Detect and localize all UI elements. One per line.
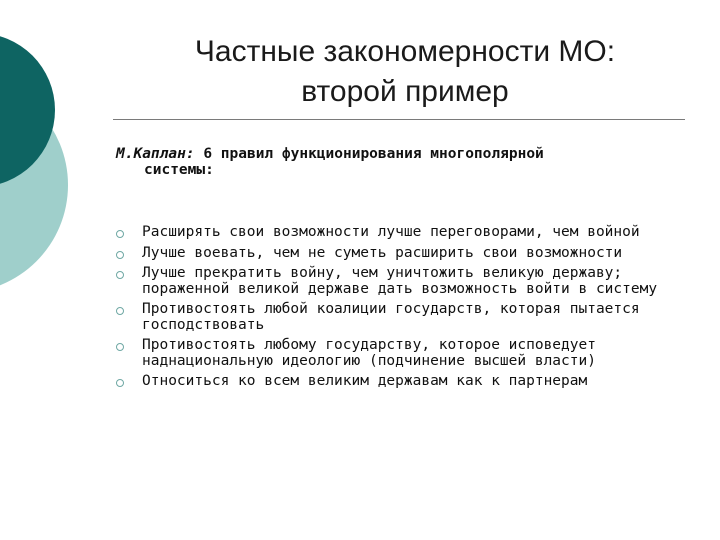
list-item <box>116 266 686 297</box>
list-item-text: Расширять свои возможности лучше переговорами, чем войной <box>142 224 640 240</box>
bullet-icon <box>116 271 124 279</box>
list-item <box>116 302 686 333</box>
slide-title <box>110 32 700 112</box>
list-item-text: Противостоять любому государству, которое исповедует наднациональную идеологию (подчинение высшей власти) <box>142 337 596 369</box>
list-item-text: Противостоять любой коалиции государств, которая пытается господствовать <box>142 301 640 333</box>
title-divider <box>113 119 685 120</box>
slide-title-line-1: Частные закономерности МО: <box>194 35 616 68</box>
list-item-text: Лучше прекратить войну, чем уничтожить великую державу; пораженной великой державе дать возможность войти в систему <box>142 265 658 297</box>
decorative-circles <box>0 0 90 300</box>
list-item <box>116 338 686 369</box>
slide-title-line-2: второй пример <box>301 75 509 108</box>
list-item <box>116 246 686 262</box>
list-item <box>116 225 686 241</box>
subtitle-author: М.Каплан: <box>116 146 195 162</box>
subtitle <box>116 146 686 178</box>
bullet-icon <box>116 307 124 315</box>
bullet-icon <box>116 343 124 351</box>
list-item-text: Относиться ко всем великим державам как к партнерам <box>142 373 588 389</box>
subtitle-text-line-1: 6 правил функционирования многополярной <box>203 146 544 162</box>
subtitle-text-line-2: системы: <box>144 162 214 178</box>
bullet-icon <box>116 379 124 387</box>
rules-list <box>116 225 686 395</box>
bullet-icon <box>116 251 124 259</box>
bullet-icon <box>116 230 124 238</box>
list-item <box>116 374 686 390</box>
list-item-text: Лучше воевать, чем не суметь расширить свои возможности <box>142 244 623 261</box>
